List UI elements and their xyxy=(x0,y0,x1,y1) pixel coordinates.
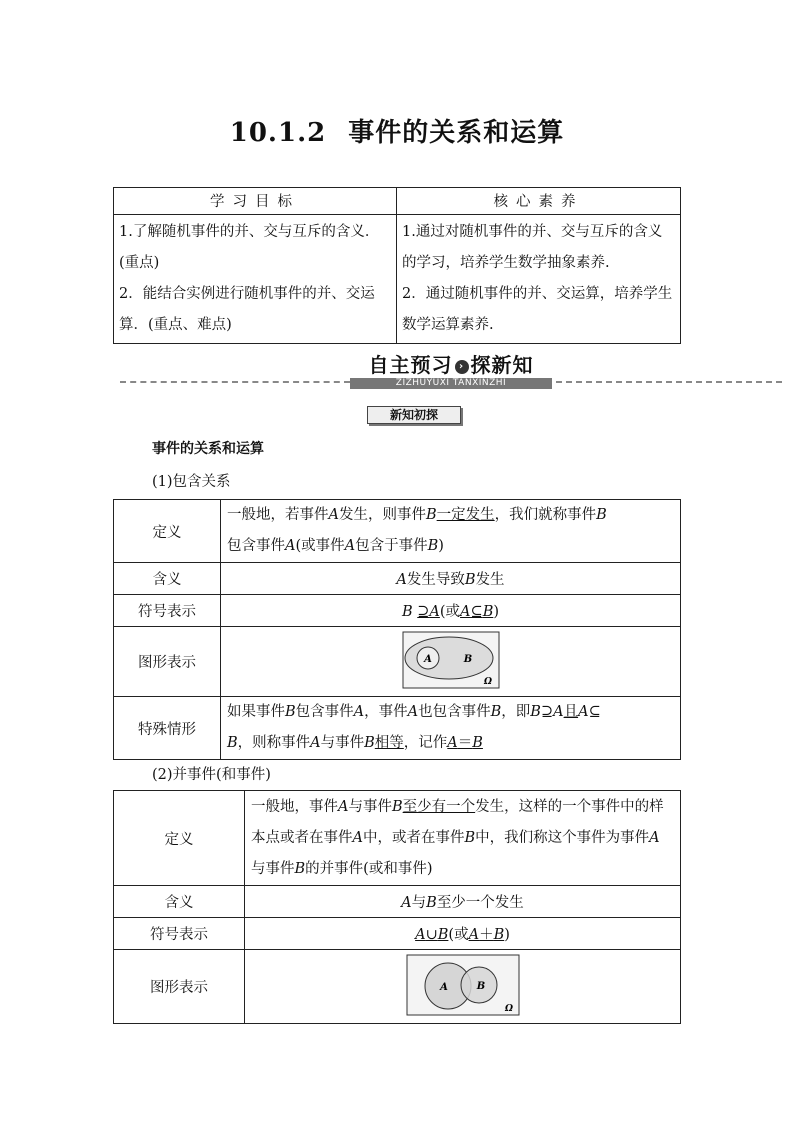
symbol-cell: A∪B(或A＋B) xyxy=(245,918,681,950)
special-case-cell: 如果事件B包含事件A，事件A也包含事件B，即B⊇A且A⊆ B，则称事件A与事件B相等，记作A＝B xyxy=(221,697,681,760)
definition-cell: 一般地，若事件A发生，则事件B一定发生，我们就称事件B 包含事件A(或事件A包含于事件B) xyxy=(221,500,681,563)
row-label: 符号表示 xyxy=(114,595,221,627)
set-b-label: B xyxy=(476,980,485,992)
row-label: 特殊情形 xyxy=(114,697,221,760)
universe-label: Ω xyxy=(483,676,492,687)
literacy-item: 2．通过随机事件的并、交运算，培养学生数学运算素养. xyxy=(402,286,673,333)
goals-literacy-cell xyxy=(397,215,681,344)
section-banner xyxy=(351,352,551,378)
meaning-cell: A发生导致B发生 xyxy=(221,563,681,595)
section-heading: 事件的关系和运算 xyxy=(152,441,264,457)
row-label: 定义 xyxy=(114,791,245,886)
divider-right xyxy=(556,381,782,383)
section-tag: 新知初探 xyxy=(367,406,461,424)
keyword-underlined: 相等 xyxy=(374,735,404,751)
row-label: 符号表示 xyxy=(114,918,245,950)
diagram-cell xyxy=(245,950,681,1024)
banner-left-text: 自主预习 xyxy=(368,353,453,377)
diagram-cell xyxy=(221,627,681,697)
inclusion-venn-diagram xyxy=(402,631,500,689)
goals-header-learning: 学习目标 xyxy=(114,188,397,215)
inclusion-table xyxy=(113,499,681,760)
meaning-cell: A与B至少一个发生 xyxy=(245,886,681,918)
keyword-underlined: 至少有一个 xyxy=(402,798,476,815)
goal-item: 1.了解随机事件的并、交与互斥的含义．(重点) xyxy=(119,224,380,271)
union-venn-diagram xyxy=(406,954,520,1016)
banner-pinyin: ZIZHUYUXI TANXINZHI xyxy=(350,378,552,389)
section-number: 10.1.2 xyxy=(229,118,327,148)
page-title xyxy=(0,112,794,149)
set-a-label: A xyxy=(423,653,432,665)
goal-item: 2．能结合实例进行随机事件的并、交运算．(重点、难点) xyxy=(119,286,375,333)
row-label: 定义 xyxy=(114,500,221,563)
definition-cell: 一般地，事件A与事件B至少有一个发生，这样的一个事件中的样本点或者在事件A中，或者在事件B中，我们称这个事件为事件A与事件B的并事件(或和事件) xyxy=(245,791,681,886)
goals-learning-cell xyxy=(114,215,397,344)
goals-table xyxy=(113,187,681,344)
literacy-item: 1.通过对随机事件的并、交与互斥的含义的学习，培养学生数学抽象素养. xyxy=(402,224,663,271)
section-title: 事件的关系和运算 xyxy=(348,118,565,148)
inclusion-subtitle: (1)包含关系 xyxy=(152,474,231,490)
divider-left xyxy=(120,381,350,383)
keyword-underlined: 一定发生 xyxy=(436,507,495,523)
banner-right-text: 探新知 xyxy=(470,353,534,377)
row-label: 含义 xyxy=(114,563,221,595)
set-a-label: A xyxy=(439,981,448,993)
union-subtitle: (2)并事件(和事件) xyxy=(152,767,271,783)
row-label: 含义 xyxy=(114,886,245,918)
universe-label: Ω xyxy=(504,1003,513,1014)
row-label: 图形表示 xyxy=(114,950,245,1024)
row-label: 图形表示 xyxy=(114,627,221,697)
set-b-label: B xyxy=(463,653,472,665)
union-table xyxy=(113,790,681,1024)
goals-header-literacy: 核心素养 xyxy=(397,188,681,215)
symbol-cell: B ⊇A(或A⊆B) xyxy=(221,595,681,627)
chevron-right-icon: › xyxy=(455,360,469,374)
